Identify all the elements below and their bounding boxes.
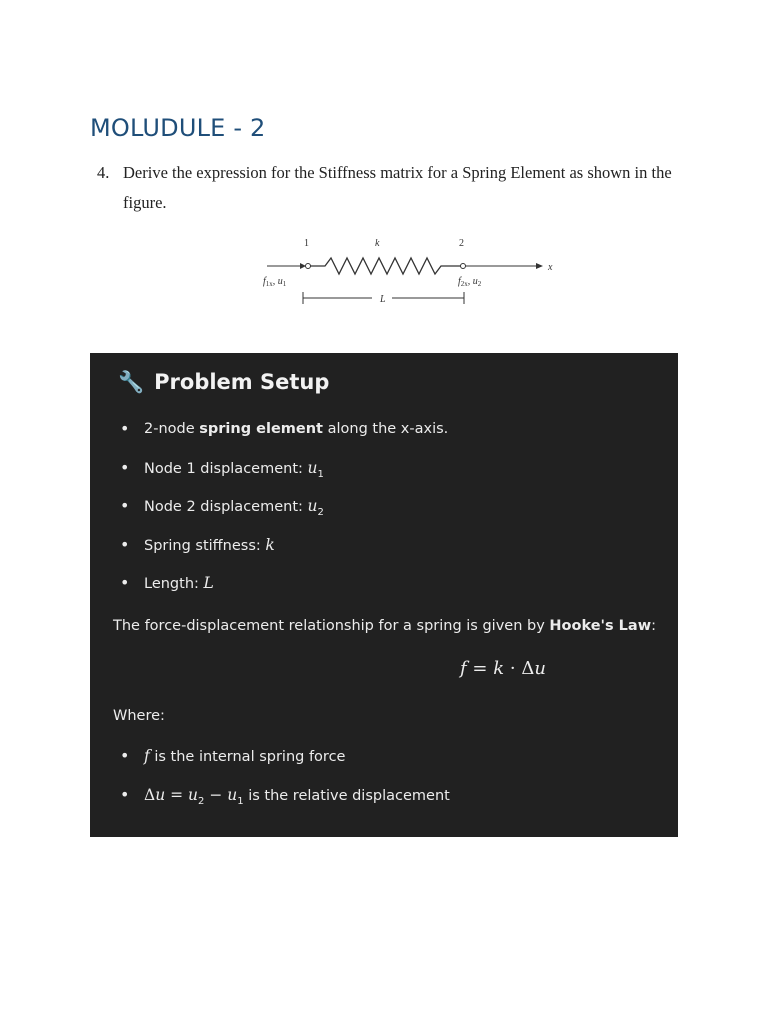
list-item: • 2-node spring element along the x-axis. [118, 419, 448, 458]
hookes-law-sentence: The force-displacement relationship for a spring is given by Hooke's Law: [113, 618, 656, 634]
x-axis-arrowhead [536, 263, 543, 269]
question-number: 4. [97, 163, 110, 182]
wrench-icon: 🔧 [118, 370, 145, 394]
node-2-circle [461, 264, 466, 269]
list-item: • Length: L [118, 573, 448, 612]
page-heading: MOLUDULE - 2 [90, 114, 266, 142]
list-item: • Node 2 displacement: $u_2$ [118, 496, 448, 535]
node-1-circle [306, 264, 311, 269]
x-axis-label: x [548, 262, 553, 273]
list-item: • $\Delta u = u_2 - u_1$ is the relative displacement [118, 785, 450, 824]
spring-coil [311, 258, 461, 274]
where-label: Where: [113, 708, 165, 724]
right-force-label: $f_{2x}$, $u_2$ [458, 276, 482, 288]
length-label: L [380, 294, 386, 305]
list-item: • f is the internal spring force [118, 746, 450, 785]
node-1-label: 1 [304, 238, 309, 249]
left-force-label: $f_{1x}$, $u_1$ [263, 276, 287, 288]
problem-setup-panel [90, 353, 678, 837]
setup-list [118, 419, 448, 612]
where-list [118, 746, 450, 823]
spring-element-figure [255, 232, 565, 312]
question-line-1: Derive the expression for the Stiffness matrix for a Spring Element as shown in the [123, 163, 672, 182]
list-item: • Spring stiffness: k [118, 535, 448, 574]
stiffness-label: k [375, 238, 380, 249]
node-2-label: 2 [459, 238, 464, 249]
question-text [97, 158, 687, 218]
question-line-2: figure. [123, 193, 167, 212]
panel-title: 🔧 Problem Setup [118, 370, 330, 394]
hookes-law-equation: f = k · Δu [460, 658, 546, 679]
list-item: • Node 1 displacement: $u_1$ [118, 458, 448, 497]
